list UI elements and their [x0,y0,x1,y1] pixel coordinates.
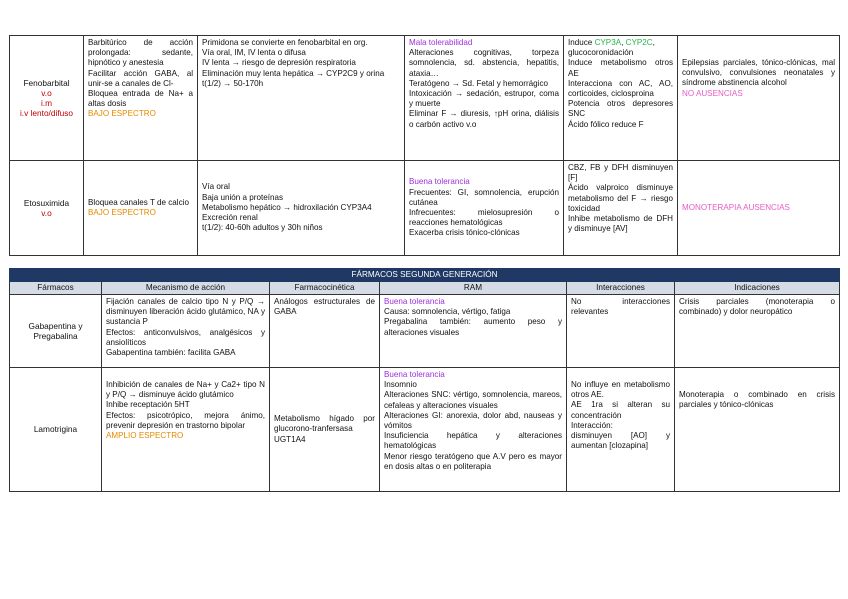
interactions-line: Induce metabolismo otros AE [568,58,673,78]
ram-cell [380,368,567,492]
pk-line: t(1/2): 40-60h adultos y 30h niños [202,223,323,233]
interactions-cell [567,295,675,368]
pk-line: t(1/2) → 50-170h [202,78,264,88]
spectrum-label: BAJO ESPECTRO [88,109,156,119]
drug-cell [10,36,84,161]
mechanism-cell [84,36,198,161]
indications-cell [675,295,840,368]
pk-line: Metabolismo hígado por glucorono-tranfersasa UGT1A4 [274,414,375,444]
table-row [10,161,840,256]
second-generation-table [9,268,840,492]
ram-line: Causa: somnolencia, vértigo, fatiga [384,307,511,317]
drug-name: Gabapentina y Pregabalina [28,320,83,341]
pk-line: Excreción renal [202,213,258,223]
ram-title: Buena tolerancia [384,370,445,379]
pk-line: Eliminación muy lenta hepática → CYP2C9 y orina [202,68,385,78]
column-header: RAM [380,282,567,295]
interactions-first-line [568,38,673,48]
first-generation-table [9,35,840,256]
cyp-label: CYP2C [625,38,653,47]
spectrum-label: BAJO ESPECTRO [88,208,156,217]
drug-name: Lamotrigina [33,424,78,435]
table-row [10,295,840,368]
interactions-line: No influye en metabolismo otros AE. [571,380,670,400]
section-band [10,269,840,282]
column-headers [10,282,840,295]
ram-title: Buena tolerancia [384,297,445,306]
table-row [10,36,840,161]
mechanism-line: Efectos: psicotrópico, mejora ánimo, prevenir depresión en trastorno bipolar [106,410,265,430]
interactions-line: disminuyen [AO] y aumentan [clozapina] [571,431,670,451]
interactions-line: Ácido valproico disminuye metabolismo del F → riesgo toxicidad [568,183,673,213]
ram-line: Intoxicación → sedación, estrupor, coma y muerte [409,89,559,109]
ram-line: Alteraciones GI: anorexia, dolor abd, nauseas y vómitos [384,410,562,431]
interactions-cell [567,368,675,492]
table-row [10,368,840,492]
interactions-line: Interacción: [571,420,613,430]
mechanism-line: Efectos: anticonvulsivos, analgésicos y ansiolíticos [106,327,265,347]
column-header: Interacciones [567,282,675,295]
interactions-cell [564,161,678,256]
separator: , [621,38,626,47]
mechanism-cell [84,161,198,256]
ram-title: Buena tolerancia [409,177,470,187]
ram-line: Eliminar F → diuresis, ↑pH orina, diálisis o carbón activo v.o [409,109,559,129]
interactions-line: CBZ, FB y DFH disminuyen [F] [568,163,673,183]
ram-cell [405,161,564,256]
mechanism-line: Inhibición de canales de Na+ y Ca2+ tipo N y P/Q → disminuye ácido glutámico [106,380,265,400]
pharmacokinetics-cell [198,161,405,256]
interactions-line: Potencia otros depresores SNC [568,99,673,119]
mechanism-line: Bloquea canales T de calcio [88,197,189,207]
mechanism-cell [102,295,270,368]
cyp-label: CYP3A [594,38,622,47]
interactions-line: Interacciona con AC, AO, corticoides, ciclosproina [568,78,673,99]
pk-line: Análogos estructurales de GABA [274,297,375,317]
interactions-line: Inhibe metabolismo de DFH y disminuye [AV] [568,214,673,234]
pharmacokinetics-cell [270,368,380,492]
ram-line: Insuficiencia hepática y alteraciones hematológicas [384,431,562,451]
drug-cell [10,161,84,256]
route-label: v.o [41,87,52,98]
drug-name: Fenobarbital [23,77,70,88]
mechanism-line: Gabapentina también: facilita GABA [106,348,236,358]
indications-cell [678,161,840,256]
route-label: i.m [40,98,53,108]
ram-cell [380,295,567,368]
interactions-prefix: Induce [568,38,595,47]
ram-title: Mala tolerabilidad [409,38,473,47]
pk-line: Primidona se convierte en fenobarbital en org. [202,38,368,47]
route-label: i.v lento/difuso [19,108,74,119]
mechanism-line: Inhibe receptación 5HT [106,400,190,410]
ram-line: Pregabalina también: aumento peso y alteraciones visuales [384,317,562,337]
spectrum-label: AMPLIO ESPECTRO [106,431,184,441]
mechanism-line: Fijación canales de calcio tipo N y P/Q → disminuyen liberación ácido glutámico, NA y sustancia P [106,297,265,327]
ram-line: Frecuentes: GI, somnolencia, erupción cutánea [409,187,559,207]
indications-cell [675,368,840,492]
ram-line: Alteraciones SNC: vértigo, somnolencia, mareos, cefaleas y alteraciones visuales [384,390,562,410]
ram-cell [405,36,564,161]
pk-line: Baja unión a proteínas [202,192,283,202]
ram-line: Infrecuentes: mielosupresión o reacciones hematológicas [409,208,559,228]
mechanism-line: Facilitar acción GABA, al unir-se a canales de Cl- [88,68,193,88]
indications-note: MONOTERAPIA AUSENCIAS [682,202,790,212]
column-header: Mecanismo de acción [102,282,270,295]
mechanism-cell [102,368,270,492]
pk-line: Vía oral, IM, IV lenta o difusa [202,48,306,58]
interactions-line: No interacciones relevantes [571,297,670,317]
section-title: FÁRMACOS SEGUNDA GENERACIÓN [10,269,840,282]
indications-text: Crisis parciales (monoterapia o combinado) y dolor neuropático [679,297,835,317]
route-label: v.o [41,208,52,218]
pharmacokinetics-cell [198,36,405,161]
column-header: Fármacos [10,282,102,295]
ram-line: Insomnio [384,380,417,390]
ram-line: Exacerba crisis tónico-clónicas [409,228,520,238]
pk-line: Vía oral [202,182,230,192]
pharmacokinetics-cell [270,295,380,368]
drug-name: Etosuximida [23,197,70,208]
pk-line: IV lenta → riesgo de depresión respiratoria [202,58,356,68]
ram-line: Menor riesgo teratógeno que A.V pero es mayor en dosis altas o en politerapia [384,451,562,471]
ram-line: Teratógeno → Sd. Fetal y hemorrágico [409,78,549,88]
drug-cell [10,295,102,368]
indications-text: Monoterapia o combinado en crisis parciales y tónico-clónicas [679,390,835,410]
separator: , [652,38,655,47]
column-header: Indicaciones [675,282,840,295]
interactions-line: Ácido fólico reduce F [568,119,644,129]
indications-cell [678,36,840,161]
mechanism-line: Bloquea entrada de Na+ a altas dosis [88,89,193,109]
drug-cell [10,368,102,492]
mechanism-line: Barbitúrico de acción prolongada: sedante, hipnótico y anestesia [88,38,193,68]
interactions-line: glucocoronidación [568,48,634,58]
column-header: Farmacocinética [270,282,380,295]
indications-text: Epilepsias parciales, tónico-clónicas, mal convulsivo, convulsiones neonatales y síndrome abstinencia alcohol [682,58,835,88]
interactions-line: AE 1ra si alteran su concentración [571,400,670,420]
interactions-cell [564,36,678,161]
indications-note: NO AUSENCIAS [682,88,743,98]
ram-line: Alteraciones cognitivas, torpeza somnolencia, sd. abstencia, hepatitis, ataxia… [409,48,559,78]
pk-line: Metabolismo hepático → hidroxilación CYP3A4 [202,202,372,212]
